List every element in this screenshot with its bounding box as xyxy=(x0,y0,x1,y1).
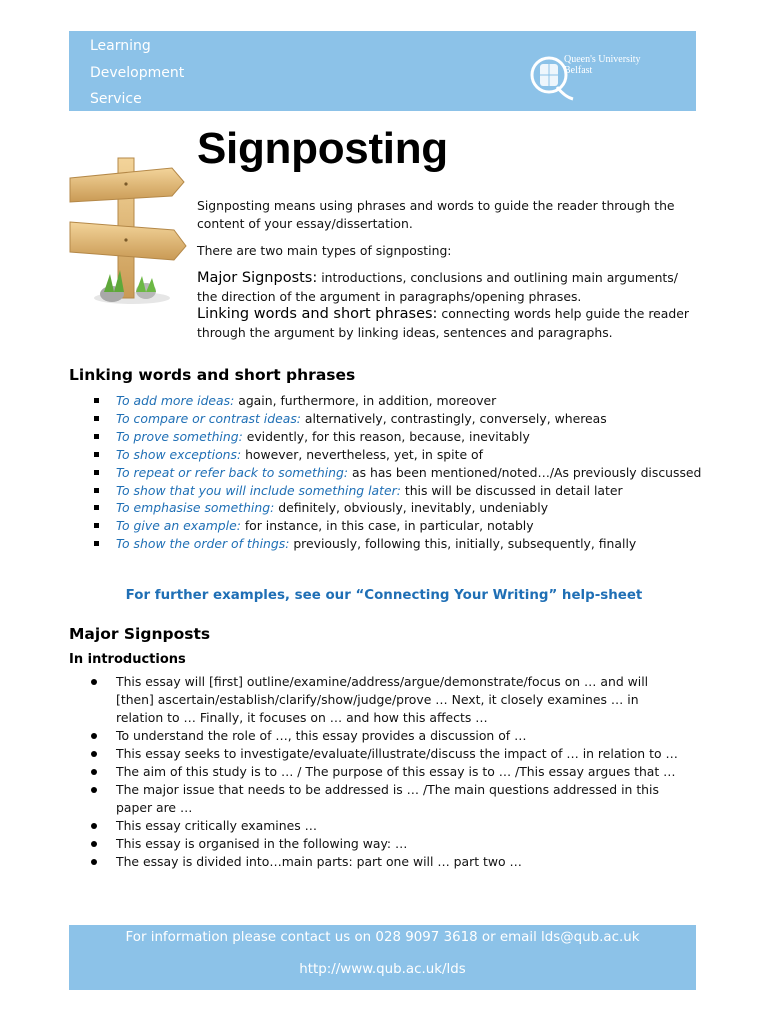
major-type-heading: Major Signposts: xyxy=(197,270,318,286)
header-band xyxy=(69,31,696,111)
page-title: Signposting xyxy=(197,124,448,173)
footer-band xyxy=(69,925,696,990)
linking-type-heading: Linking words and short phrases: xyxy=(197,306,438,322)
list-item-text: This essay critically examines … xyxy=(116,818,317,833)
list-item xyxy=(69,535,709,553)
list-item-cue: To compare or contrast ideas: xyxy=(116,410,301,426)
further-examples-note: For further examples, see our “Connecting Your Writing” help-sheet xyxy=(125,588,643,603)
bullet-icon xyxy=(91,769,97,775)
bullet-icon xyxy=(91,733,97,739)
list-item-text: definitely, obviously, inevitably, undeniably xyxy=(274,500,549,516)
list-item xyxy=(69,763,689,781)
list-item-text: for instance, in this case, in particular, notably xyxy=(240,518,534,534)
major-section-heading: Major Signposts xyxy=(69,625,211,643)
bullet-icon xyxy=(94,505,99,510)
bullet-icon xyxy=(91,823,97,829)
list-item xyxy=(69,727,689,745)
linking-type-text: connecting words help guide the reader through the argument by linking ideas, sentences and paragraphs. xyxy=(197,306,689,340)
introductions-subheading: In introductions xyxy=(69,652,186,667)
list-item xyxy=(69,428,709,446)
list-item xyxy=(69,482,709,500)
list-item-text: This essay is organised in the following way: … xyxy=(116,836,408,851)
list-item-cue: To add more ideas: xyxy=(116,393,235,408)
bullet-icon xyxy=(91,787,97,793)
university-name-line-2: Belfast xyxy=(564,65,593,76)
list-item xyxy=(69,817,689,835)
list-item-text: The essay is divided into…main parts: part one will … part two … xyxy=(116,854,522,869)
list-item-text: however, nevertheless, yet, in spite of xyxy=(241,446,483,462)
list-item-cue: To repeat or refer back to something: xyxy=(116,464,349,480)
service-line-1: Learning xyxy=(90,38,151,54)
list-item xyxy=(69,745,689,763)
bullet-icon xyxy=(94,488,99,493)
list-item xyxy=(69,499,709,517)
list-item xyxy=(69,464,709,482)
list-item-cue: To show that you will include something later: xyxy=(116,482,401,498)
list-item xyxy=(69,673,689,727)
list-item-text: This essay will [first] outline/examine/address/argue/demonstrate/focus on … and will [then] ascertain/establish/clarify/show/judge/prove … Next, it closely examines … in relation to … Finally, it focuses on … and how this affects … xyxy=(116,674,649,725)
list-item-text: This essay seeks to investigate/evaluate/illustrate/discuss the impact of … in relation to … xyxy=(116,746,678,761)
service-line-2: Development xyxy=(90,64,185,81)
list-item-text: again, furthermore, in addition, moreover xyxy=(234,393,497,408)
bullet-icon xyxy=(94,541,99,546)
list-item xyxy=(69,410,709,428)
bullet-icon xyxy=(91,841,97,847)
bullet-icon xyxy=(94,398,99,403)
university-name xyxy=(564,54,641,76)
bullet-icon xyxy=(91,751,97,757)
list-item xyxy=(69,392,709,410)
bullet-icon xyxy=(94,452,99,457)
linking-type-row xyxy=(197,305,702,341)
list-item xyxy=(69,517,709,535)
linking-list xyxy=(69,392,709,553)
linking-section-heading: Linking words and short phrases xyxy=(69,366,356,384)
list-item xyxy=(69,835,689,853)
major-type-text: introductions, conclusions and outlining main arguments/ the direction of the argument in paragraphs/opening phrases. xyxy=(197,270,678,304)
footer-contact-text: For information please contact us on 028 9097 3618 or email lds@qub.ac.uk xyxy=(125,930,640,945)
list-item xyxy=(69,446,709,464)
list-item-cue: To emphasise something: xyxy=(116,500,275,516)
bullet-icon xyxy=(91,859,97,865)
major-type-row xyxy=(197,269,702,305)
list-item-text: alternatively, contrastingly, conversely, whereas xyxy=(300,410,607,426)
intro-section xyxy=(197,197,702,341)
list-item-text: evidently, for this reason, because, inevitably xyxy=(242,428,530,444)
list-item-cue: To prove something: xyxy=(116,428,243,444)
list-item-text: previously, following this, initially, subsequently, finally xyxy=(289,536,637,552)
signpost-types xyxy=(197,269,702,341)
list-item-text: as has been mentioned/noted…/As previously discussed xyxy=(348,464,702,480)
list-item-text: this will be discussed in detail later xyxy=(400,482,623,498)
types-intro-text: There are two main types of signposting: xyxy=(197,243,452,258)
signpost-icon xyxy=(64,152,194,312)
university-name-line-1: Queen's University xyxy=(564,54,641,65)
definition-text: Signposting means using phrases and words to guide the reader through the content of your essay/dissertation. xyxy=(197,198,675,231)
list-item xyxy=(69,853,689,871)
bullet-icon xyxy=(94,470,99,475)
introductions-list xyxy=(69,673,689,871)
footer-url-link[interactable]: http://www.qub.ac.uk/lds xyxy=(299,962,466,977)
bullet-icon xyxy=(94,434,99,439)
service-name xyxy=(90,33,184,113)
list-item-cue: To give an example: xyxy=(116,518,241,534)
list-item xyxy=(69,781,689,817)
bullet-icon xyxy=(94,523,99,528)
service-line-3: Service xyxy=(90,91,142,107)
list-item-text: The major issue that needs to be addressed is … /The main questions addressed in this paper are … xyxy=(116,782,659,815)
bullet-icon xyxy=(91,679,97,685)
list-item-cue: To show exceptions: xyxy=(116,446,242,462)
bullet-icon xyxy=(94,416,99,421)
list-item-text: The aim of this study is to … / The purpose of this essay is to … /This essay argues that … xyxy=(116,764,676,779)
list-item-text: To understand the role of …, this essay provides a discussion of … xyxy=(116,728,527,743)
list-item-cue: To show the order of things: xyxy=(116,536,290,552)
